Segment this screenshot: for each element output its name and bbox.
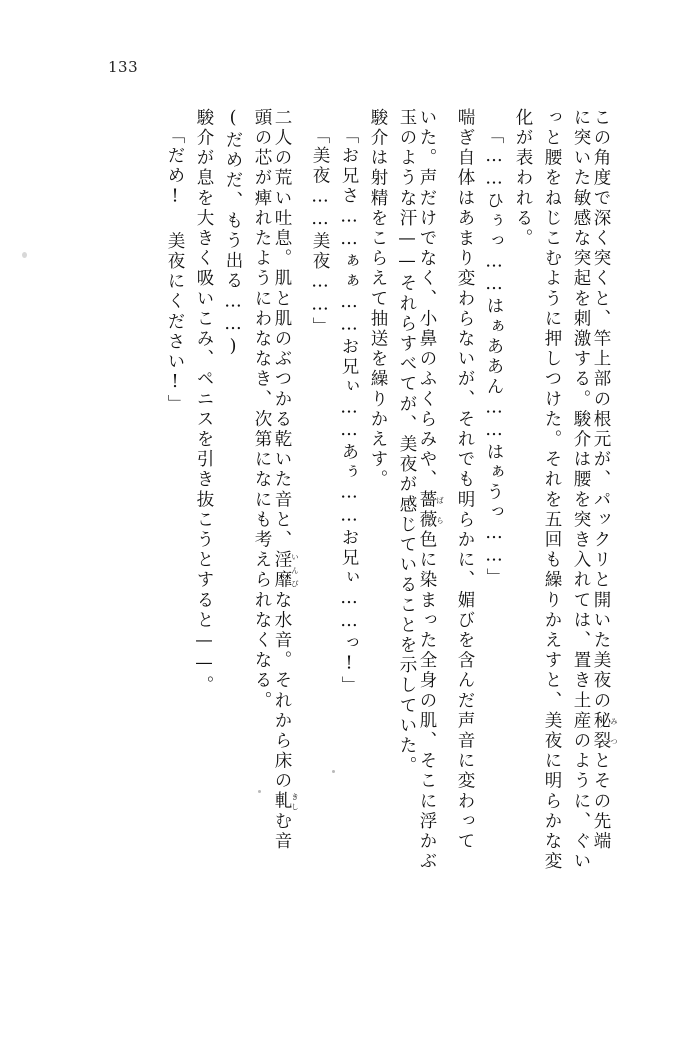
text-line: っと腰をねじこむように押しつけた。それを五回も繰りかえすと、美夜に明らかな変 — [542, 108, 562, 872]
text-line: 駿介は射精をこらえて抽送を繰りかえす。 — [368, 108, 388, 490]
text-line: に突いた敏感な突起を刺激する。駿介は腰を突き入れては、置き土産のように、ぐい — [571, 108, 591, 872]
paper-speckle — [22, 252, 27, 258]
text-line: 「だめ! 美夜にください!」 — [165, 126, 185, 415]
text-line: 玉のような汗——それらすべてが、美夜が感じていることを示していた。 — [397, 108, 417, 777]
text-line: 喘ぎ自体はあまり変わらないが、それでも明らかに、媚びを含んだ声音に変わって — [455, 108, 475, 852]
text-line: 「お兄さ……ぁぁ……お兄ぃ……あぅ……お兄ぃ……っ!」 — [339, 126, 359, 697]
text-line: (だめだ、もう出る……) — [223, 108, 243, 360]
text-line: いた。声だけでなく、小鼻のふくらみや、薔薇ばら色に染まった全身の肌、そこに浮かぶ — [417, 108, 445, 872]
text-line: この角度で深く突くと、竿上部の根元が、パックリと開いた美夜の秘裂みつとその先端 — [591, 108, 619, 852]
text-line: 「……ひぅっ……はぁああん……はぁうっ……」 — [484, 126, 504, 589]
text-line: 二人の荒い吐息。肌と肌のぶつかる乾いた音と、淫靡いんびな水音。それから床の軋きしむ音 — [272, 108, 300, 852]
vertical-text-body — [72, 108, 618, 988]
text-line: 「美夜……美夜……」 — [310, 126, 330, 337]
text-line: 頭の芯が痺れたようにわななき、次第になにも考えられなくなる。 — [252, 108, 272, 711]
page-number: 133 — [108, 58, 139, 76]
text-line: 化が表われる。 — [513, 108, 533, 249]
text-line: 駿介が息を大きく吸いこみ、ペニスを引き抜こうとすると——。 — [194, 108, 214, 696]
